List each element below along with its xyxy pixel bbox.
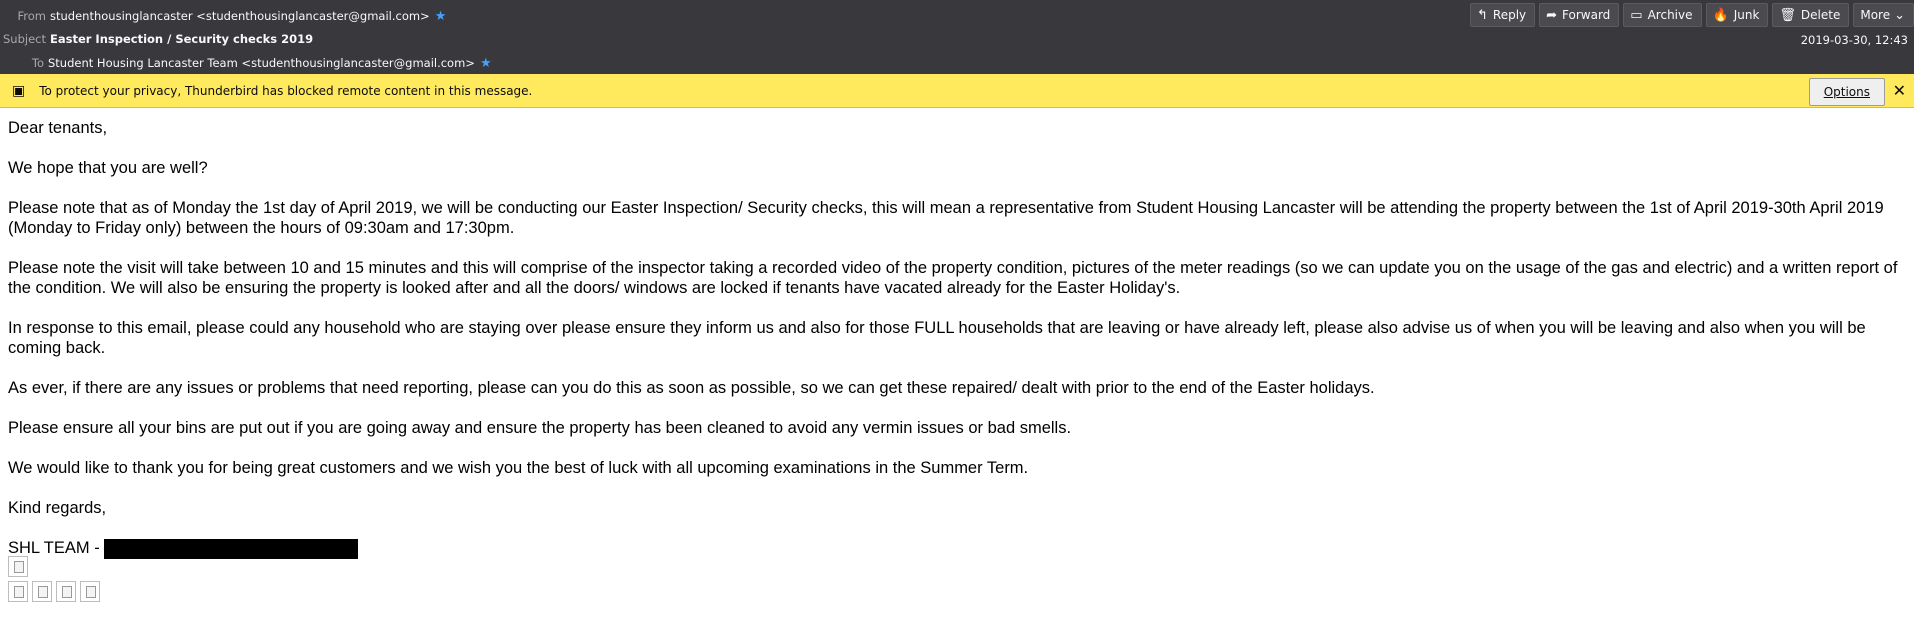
junk-button[interactable] [1706,3,1769,27]
forward-button[interactable] [1539,3,1619,27]
to-row [0,52,1914,74]
paragraph-7: We would like to thank you for being great customers and we wish you the best of luck with all upcoming examinations in the Summer Term. [8,459,1029,477]
paragraph-1: We hope that you are well? [8,159,208,177]
delete-label: Delete [1800,8,1841,22]
image-row-1 [8,556,29,582]
closing: Kind regards, [8,499,107,517]
archive-label: Archive [1647,8,1693,22]
from-label: From [17,9,46,23]
paragraph-6: Please ensure all your bins are put out if you are going away and ensure the property has been cleaned to avoid any vermin issues or bad smells. [8,419,1072,437]
image-row-2 [8,581,101,602]
paragraph-2: Please note that as of Monday the 1st day of April 2019, we will be conducting our Easter Inspection/ Security checks, this will mean a representative from Student Housing Lancaster will be attending the property between the 1st of April 2019-30th April 2019 (Monday to Friday only) between the hours of 09:30am and 17:30pm. [8,199,1884,237]
broken-image-icon [8,556,28,577]
notification-text: To protect your privacy, Thunderbird has blocked remote content in this message. [39,83,533,98]
message-date: 2019-03-30, 12:43 [1800,33,1908,47]
close-icon[interactable]: ✕ [1892,81,1906,100]
trash-icon: 🗑 [1779,7,1796,23]
subject-row [0,28,1914,50]
forward-label: Forward [1562,8,1611,22]
star-icon[interactable]: ★ [479,55,492,71]
greeting: Dear tenants, [8,119,108,137]
subject-value: Easter Inspection / Security checks 2019 [50,32,314,46]
message-header [0,0,1914,74]
broken-image-icon [8,581,28,602]
broken-image-icon [32,581,52,602]
star-icon[interactable]: ★ [434,8,447,24]
message-body [8,118,1904,559]
subject-label: Subject [3,32,46,46]
reply-label: Reply [1492,8,1527,22]
paragraph-5: As ever, if there are any issues or problems that need reporting, please can you do this as soon as possible, so we can get these repaired/ dealt with prior to the end of the Easter holidays. [8,379,1375,397]
archive-button[interactable] [1623,3,1701,27]
paragraph-3: Please note the visit will take between 10 and 15 minutes and this will comprise of the inspector taking a recorded video of the property condition, pictures of the meter readings (so we can update you on the usage of the gas and electric) and a written report of the condition. We will also be ensuring the property is looked after and all the doors/ windows are locked if tenants have vacated already for the Easter Holiday's. [8,259,1898,297]
to-label: To [31,56,44,70]
paragraph-4: In response to this email, please could any household who are staying over please ensure they inform us and also for those FULL households that are leaving or have already left, please also advise us of when you will be leaving and also when you will be coming back. [8,319,1866,357]
forward-icon: ➦ [1546,7,1558,23]
broken-image-icon [80,581,100,602]
signature-text: SHL TEAM - [8,539,100,557]
reply-icon: ↰ [1476,7,1488,23]
more-button[interactable] [1853,3,1914,27]
junk-label: Junk [1733,8,1760,22]
to-value[interactable]: Student Housing Lancaster Team <studenthousinglancaster@gmail.com> [48,56,475,70]
junk-icon: 🔥 [1712,7,1729,23]
redaction-block [104,539,358,559]
blocked-content-icon: ▣ [12,82,26,99]
options-button[interactable]: Options [1809,78,1885,106]
broken-image-icon [56,581,76,602]
reply-button[interactable] [1470,3,1535,27]
from-value[interactable]: studenthousinglancaster <studenthousinglancaster@gmail.com> [50,9,430,23]
archive-icon: ▭ [1630,7,1643,23]
delete-button[interactable] [1772,3,1849,27]
more-label: More [1860,8,1891,22]
message-toolbar [1470,3,1914,27]
chevron-down-icon: ⌄ [1894,7,1905,23]
remote-content-notification [0,74,1914,108]
signature-line [8,538,1904,559]
